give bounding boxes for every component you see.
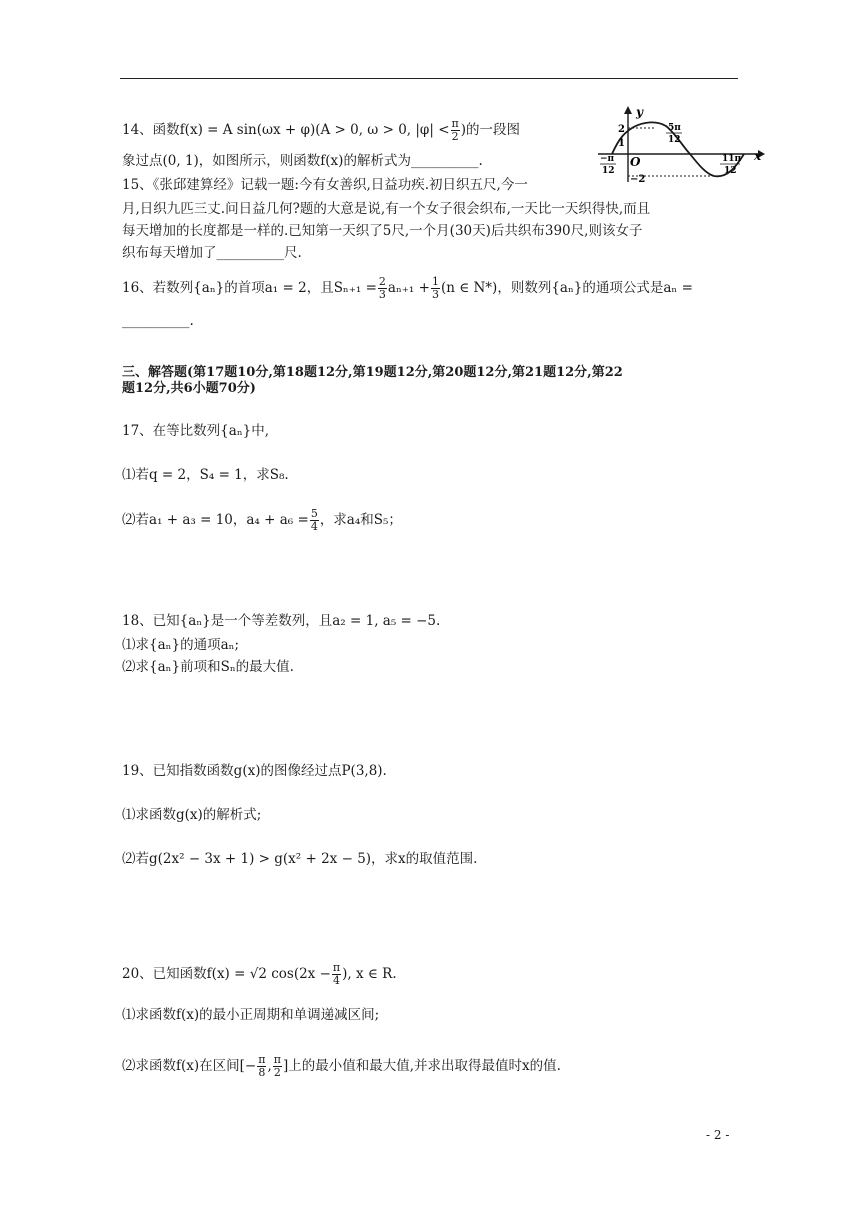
- x-mid-num: 5π: [668, 123, 681, 133]
- q19-p1: ⑴求函数g(x)的解析式;: [122, 807, 262, 823]
- q16-part-c: (n ∈ N*)，则数列{aₙ}的通项公式是aₙ =: [440, 280, 693, 296]
- x-right-den: 12: [724, 166, 737, 176]
- x-left-den: 12: [602, 166, 615, 176]
- q16-frac1-den: 3: [378, 288, 386, 301]
- q16-line1: [122, 276, 693, 301]
- q14-prefix: 14、函数: [122, 122, 180, 138]
- q20-title-frac-num: π: [332, 961, 341, 974]
- q17-title: 17、在等比数列{aₙ}中,: [122, 423, 270, 439]
- y-one-label: 1: [618, 138, 625, 149]
- q19-p2: ⑵若g(2x² − 3x + 1) > g(x² + 2x − 5)，求x的取值范围.: [122, 851, 478, 867]
- q16-frac2-num: 1: [431, 275, 439, 288]
- q14-suffix: )的一段图: [460, 122, 521, 138]
- q20-p1: ⑴求函数f(x)的最小正周期和单调递减区间;: [122, 1007, 380, 1023]
- y-axis-label: y: [636, 105, 643, 119]
- q20-title-frac: [332, 962, 341, 987]
- q17-p2-frac: [310, 508, 319, 533]
- q16-frac2-den: 3: [431, 288, 439, 301]
- q16-line2: __________.: [122, 313, 194, 329]
- q15-line4: 织布每天增加了__________尺.: [122, 245, 302, 261]
- x-left-num: −π: [600, 154, 615, 164]
- q17-p1: ⑴若q = 2，S₄ = 1，求S₈.: [122, 467, 289, 483]
- q20-title-b: ), x ∈ R.: [342, 966, 397, 982]
- q20-p2-frac2: [273, 1054, 282, 1079]
- q14-line1: [122, 118, 520, 143]
- q20-title-frac-den: 4: [333, 974, 340, 987]
- q18-p2: ⑵求{aₙ}前项和Sₙ的最大值.: [122, 659, 294, 675]
- y-axis-arrow: [624, 106, 632, 114]
- x-mid-den: 12: [668, 135, 681, 145]
- page-number: - 2 -: [706, 1128, 730, 1142]
- q14-frac-num: π: [451, 117, 459, 130]
- q18-title: 18、已知{aₙ}是一个等差数列，且a₂ = 1, a₅ = −5.: [122, 613, 441, 629]
- q17-p2-frac-den: 4: [310, 520, 318, 533]
- q14-formula: f(x) = A sin(ωx + φ)(A > 0, ω > 0, |φ| <: [179, 122, 450, 138]
- q20-p2-frac1: [257, 1054, 266, 1079]
- q20-p2-comma: ,: [267, 1058, 272, 1074]
- q17-p2: [122, 508, 402, 533]
- x-right-num: 11π: [722, 154, 742, 164]
- sine-graph: [598, 104, 768, 184]
- x-axis-label: x: [754, 149, 762, 163]
- q16-frac2: [431, 276, 440, 301]
- section3-line1: 三、解答题(第17题10分,第18题12分,第19题12分,第20题12分,第21题12分,第22: [122, 365, 623, 380]
- q20-p2-frac1-num: π: [258, 1053, 266, 1066]
- q16-frac1: [378, 276, 387, 301]
- q16-part-a: 16、若数列{aₙ}的首项a₁ = 2，且Sₙ₊₁ =: [122, 280, 377, 296]
- q20-p2-frac1-den: 8: [258, 1066, 266, 1079]
- q15-line1: 15、《张邱建算经》记载一题:今有女善织,日益功疾.初日织五尺,今一: [122, 177, 528, 193]
- q20-p2: [122, 1054, 561, 1079]
- q16-frac1-num: 2: [378, 275, 386, 288]
- y-max-label: 2: [618, 124, 625, 135]
- q15-line3: 每天增加的长度都是一样的.已知第一天织了5尺,一个月(30天)后共织布390尺,则该女子: [122, 223, 643, 239]
- q15-line2: 月,日织九匹三丈.问日益几何?题的大意是说,有一个女子很会织布,一天比一天织得快,而且: [122, 201, 651, 217]
- q20-p2-frac2-den: 2: [273, 1066, 281, 1079]
- q20-p2-frac2-num: π: [273, 1053, 281, 1066]
- q20-title-a: 20、已知函数f(x) = √2 cos(2x −: [122, 966, 331, 982]
- q20-p2-b: ]上的最小值和最大值,并求出取得最值时x的值.: [283, 1058, 561, 1074]
- q17-p2-a: ⑵若a₁ + a₃ = 10，a₄ + a₆ =: [122, 512, 309, 528]
- q14-frac: [451, 118, 460, 143]
- q18-p1: ⑴求{aₙ}的通项aₙ;: [122, 637, 240, 653]
- origin-label: O: [630, 155, 641, 169]
- q16-part-b: aₙ₊₁ +: [387, 280, 430, 296]
- y-min-label: −2: [630, 174, 646, 184]
- q17-p2-b: ，求a₄和S₅；: [319, 512, 402, 528]
- q17-p2-frac-num: 5: [310, 507, 318, 520]
- q19-title: 19、已知指数函数g(x)的图像经过点P(3,8).: [122, 763, 387, 779]
- section3-line2: 题12分,共6小题70分): [122, 381, 256, 396]
- q14-line2: 象过点(0, 1)，如图所示，则函数f(x)的解析式为__________.: [122, 153, 483, 169]
- q20-title: [122, 962, 397, 987]
- header-rule: [120, 78, 738, 79]
- q20-p2-a: ⑵求函数f(x)在区间[−: [122, 1058, 257, 1074]
- q14-frac-den: 2: [451, 130, 459, 143]
